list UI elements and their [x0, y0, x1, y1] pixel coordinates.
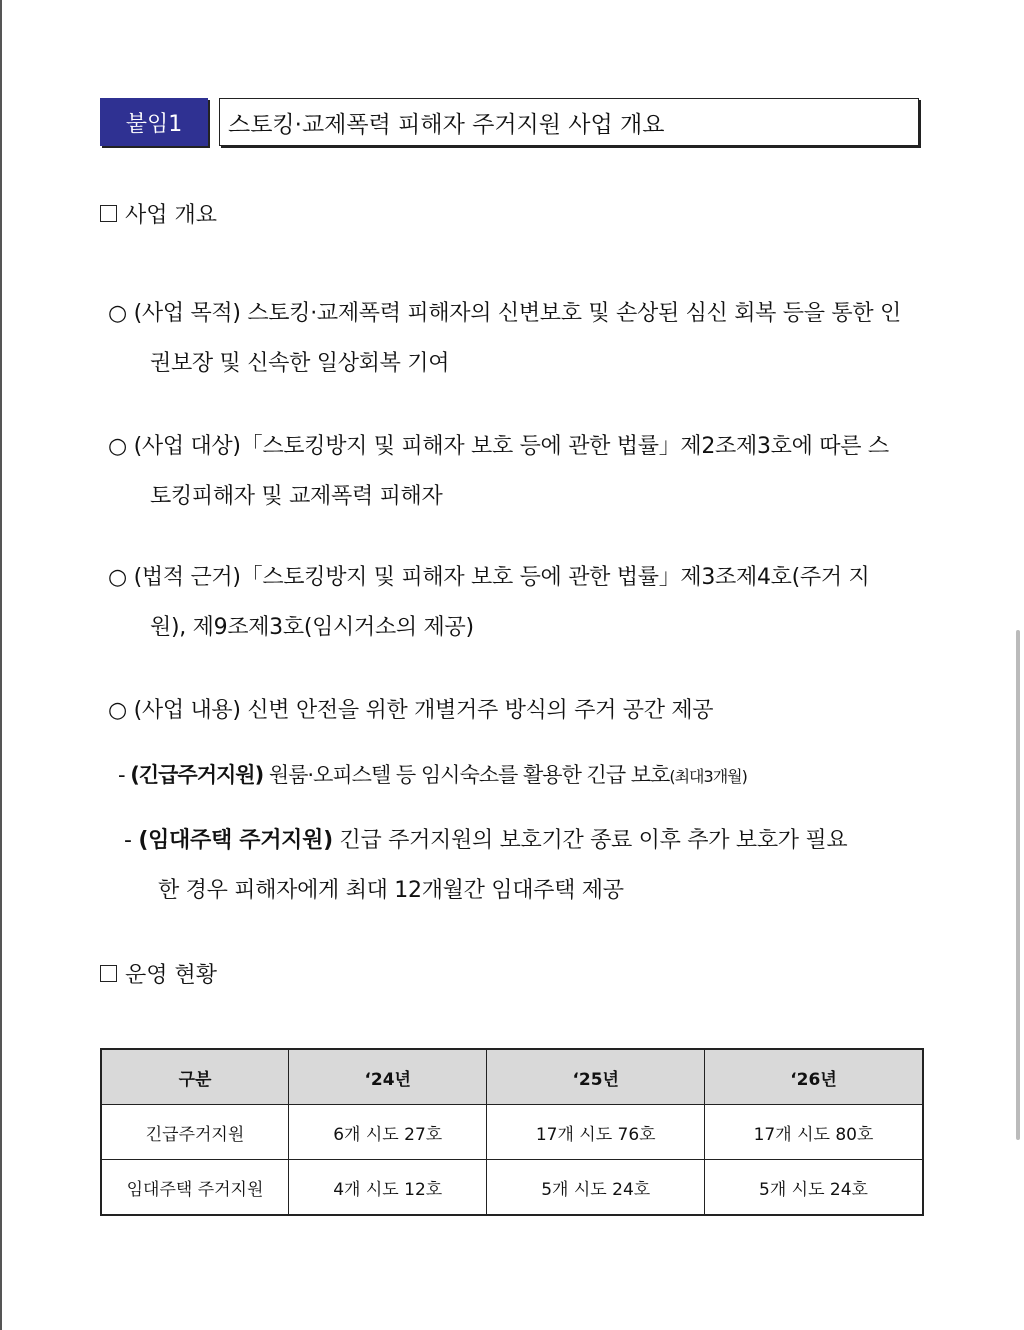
- document-title: 스토킹·교제폭력 피해자 주거지원 사업 개요: [219, 98, 919, 146]
- checkbox-square-icon: [100, 205, 117, 222]
- table-cell: 6개 시도 27호: [289, 1105, 487, 1160]
- row-label: 긴급주거지원: [101, 1105, 289, 1160]
- item-legal-basis: ○ (법적 근거)「스토킹방지 및 피해자 보호 등에 관한 법률」제3조제4호(주거 지: [108, 565, 870, 590]
- table-cell: 5개 시도 24호: [705, 1160, 924, 1216]
- item-content: ○ (사업 내용) 신변 안전을 위한 개별거주 방식의 주거 공간 제공: [108, 698, 714, 723]
- table-cell: 17개 시도 80호: [705, 1105, 924, 1160]
- col-header: ‘26년: [705, 1049, 924, 1105]
- table-cell: 5개 시도 24호: [487, 1160, 705, 1216]
- sub-item-rental-cont: 한 경우 피해자에게 최대 12개월간 임대주택 제공: [158, 878, 624, 903]
- item-target-cont: 토킹피해자 및 교제폭력 피해자: [150, 484, 443, 509]
- table-header-row: [101, 1049, 923, 1105]
- sub-item-rental: - (임대주택 주거지원) 긴급 주거지원의 보호기간 종료 이후 추가 보호가 필요: [124, 828, 848, 853]
- col-header: ‘24년: [289, 1049, 487, 1105]
- attachment-tag: 붙임1: [100, 98, 208, 146]
- status-table: [100, 1048, 924, 1216]
- item-legal-basis-cont: 원), 제9조제3호(임시거소의 제공): [150, 615, 474, 640]
- page-edge: [0, 0, 2, 1330]
- table-row: [101, 1105, 923, 1160]
- item-purpose: ○ (사업 목적) 스토킹·교제폭력 피해자의 신변보호 및 손상된 심신 회복 등을 통한 인: [108, 301, 901, 326]
- section-heading-status: [100, 958, 217, 989]
- item-target: ○ (사업 대상)「스토킹방지 및 피해자 보호 등에 관한 법률」제2조제3호에 따른 스: [108, 434, 889, 459]
- checkbox-square-icon: [100, 965, 117, 982]
- table-row: [101, 1160, 923, 1216]
- section-title: 사업 개요: [125, 203, 218, 228]
- table-cell: 17개 시도 76호: [487, 1105, 705, 1160]
- section-heading-overview: [100, 198, 217, 229]
- row-label: 임대주택 주거지원: [101, 1160, 289, 1216]
- table-cell: 4개 시도 12호: [289, 1160, 487, 1216]
- col-header: 구분: [101, 1049, 289, 1105]
- sub-item-emergency: - (긴급주거지원) 원룸·오피스텔 등 임시숙소를 활용한 긴급 보호(최대3개월): [118, 763, 747, 787]
- section-title: 운영 현황: [125, 963, 218, 988]
- col-header: ‘25년: [487, 1049, 705, 1105]
- item-purpose-cont: 권보장 및 신속한 일상회복 기여: [150, 351, 450, 376]
- scrollbar[interactable]: [1016, 630, 1020, 1140]
